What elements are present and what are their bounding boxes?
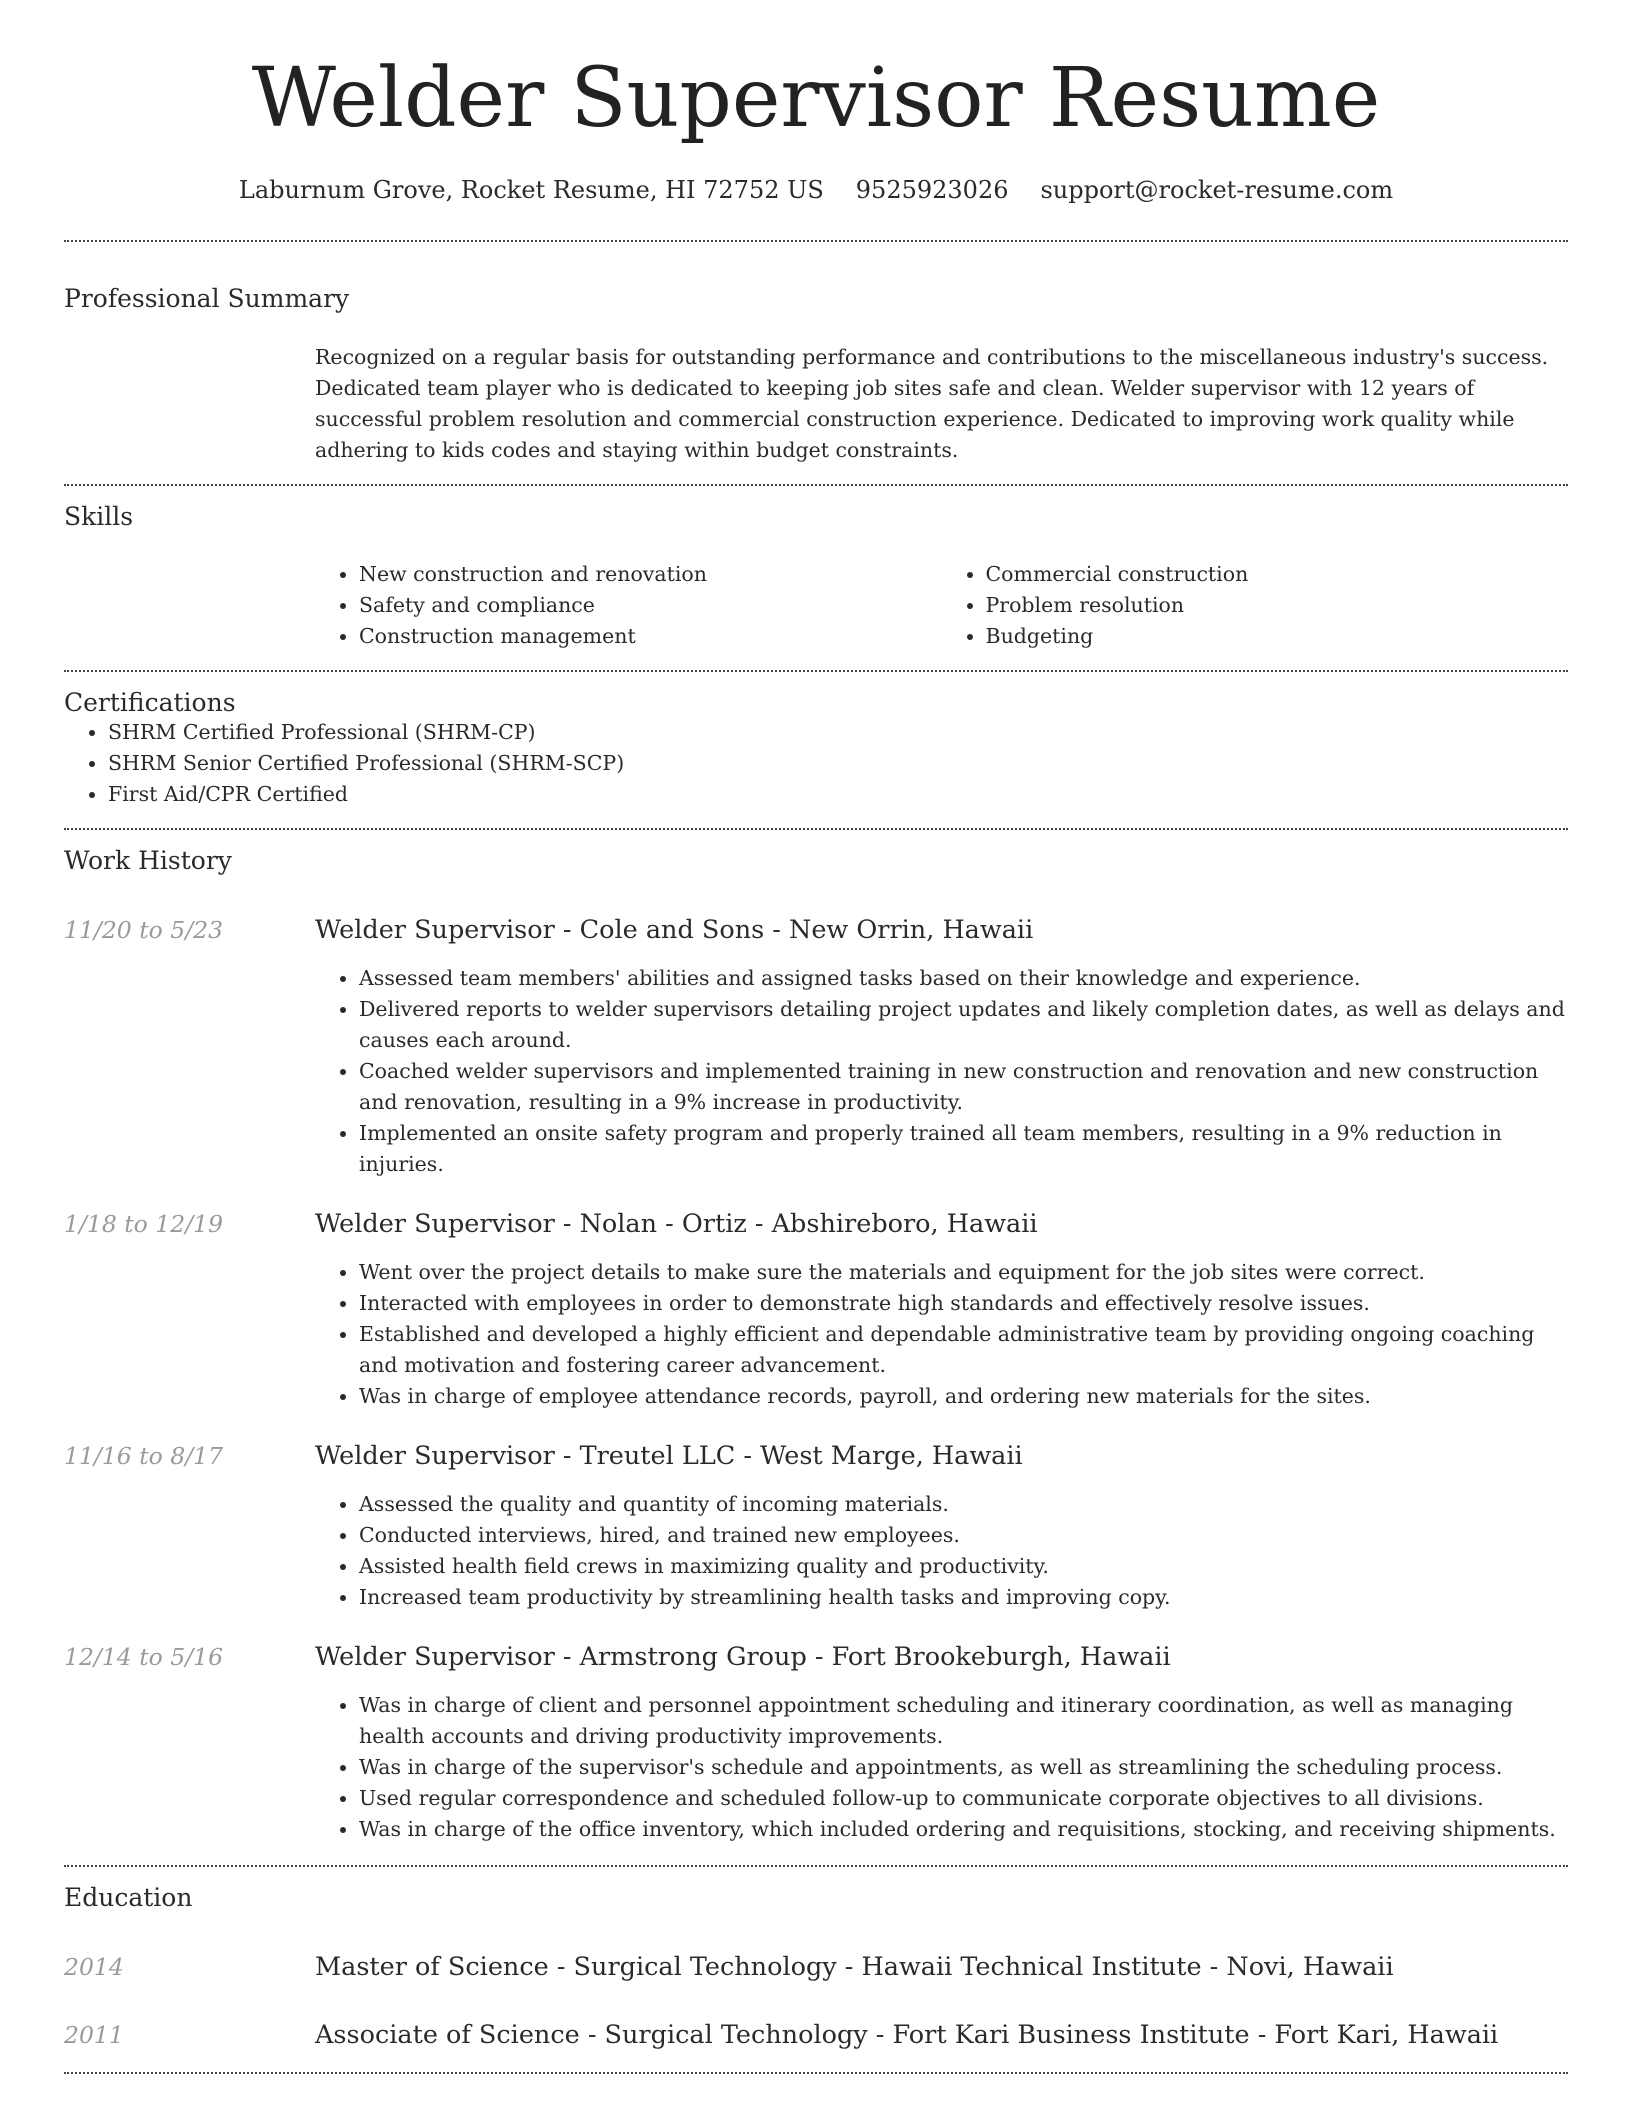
contact-email: support@rocket-resume.com [1040,176,1394,204]
education-section [64,1867,1568,2072]
job-header [64,1441,1568,1471]
job-dates: 11/20 to 5/23 [64,916,224,944]
education-year: 2011 [64,2021,124,2049]
job-title: Welder Supervisor - Treutel LLC - West Marge, Hawaii [315,1441,1023,1471]
contact-phone: 9525923026 [855,176,1009,204]
job-title: Welder Supervisor - Armstrong Group - Fort Brookeburgh, Hawaii [315,1642,1171,1672]
job-dates: 12/14 to 5/16 [64,1643,224,1671]
skill-item: • Commercial construction [986,559,1569,590]
section-heading-certifications: Certifications [64,688,236,717]
education-entry [64,1952,1568,1982]
job-entry [64,1441,1568,1613]
skill-item: • Budgeting [986,621,1569,652]
job-entry [64,1642,1568,1845]
job-bullet: • Used regular correspondence and scheduled follow-up to communicate corporate objectives to all divisions. [359,1783,1568,1814]
certification-item: • SHRM Senior Certified Professional (SHRM-SCP) [108,748,1568,779]
job-bullets [315,1257,1568,1412]
job-bullet: • Interacted with employees in order to demonstrate high standards and effectively resolve issues. [359,1288,1568,1319]
skill-item: • Safety and compliance [359,590,942,621]
job-dates: 1/18 to 12/19 [64,1210,224,1238]
job-bullet: • Assisted health field crews in maximizing quality and productivity. [359,1551,1568,1582]
job-bullet: • Delivered reports to welder supervisors detailing project updates and likely completion dates, as well as delays and causes each around. [359,994,1568,1056]
skills-section [64,486,1568,670]
job-bullets [315,1690,1568,1845]
certifications-list [64,717,1568,810]
job-bullet: • Went over the project details to make sure the materials and equipment for the job sites were correct. [359,1257,1568,1288]
job-bullet: • Implemented an onsite safety program and properly trained all team members, resulting in a 9% reduction in injuries. [359,1118,1568,1180]
job-dates: 11/16 to 8/17 [64,1442,224,1470]
skill-item: • Problem resolution [986,590,1569,621]
job-bullet: • Was in charge of the supervisor's schedule and appointments, as well as streamlining the scheduling process. [359,1752,1568,1783]
work-history-section [64,830,1568,1865]
section-heading-skills: Skills [64,502,134,531]
job-bullet: • Assessed the quality and quantity of incoming materials. [359,1489,1568,1520]
job-entry [64,1209,1568,1412]
section-heading-work: Work History [64,846,232,875]
resume-title: Welder Supervisor Resume [251,51,1381,146]
job-bullet: • Conducted interviews, hired, and trained new employees. [359,1520,1568,1551]
skills-column-right [942,559,1569,652]
education-degree: Associate of Science - Surgical Technology - Fort Kari Business Institute - Fort Kari, Hawaii [315,2020,1499,2050]
education-degree: Master of Science - Surgical Technology - Hawaii Technical Institute - Novi, Hawaii [315,1952,1394,1982]
job-entry [64,915,1568,1180]
certifications-section [64,672,1568,828]
job-title: Welder Supervisor - Nolan - Ortiz - Abshireboro, Hawaii [315,1209,1038,1239]
contact-line [64,176,1568,204]
job-bullet: • Was in charge of employee attendance records, payroll, and ordering new materials for the sites. [359,1381,1568,1412]
skill-item: • Construction management [359,621,942,652]
summary-text: Recognized on a regular basis for outstanding performance and contributions to the miscellaneous industry's success. Dedicated team player who is dedicated to keeping job sites safe and clean. Welder supervisor with 12 years of successful problem resolution and commercial construction experience. Dedicated to improving work quality while adhering to kids codes and staying within budget constraints. [315,345,1549,462]
job-header [64,1209,1568,1239]
section-divider [64,2072,1568,2074]
job-bullets [315,963,1568,1180]
job-bullet: • Established and developed a highly efficient and dependable administrative team by providing ongoing coaching and motivation and fostering career advancement. [359,1319,1568,1381]
job-bullet: • Was in charge of the office inventory, which included ordering and requisitions, stocking, and receiving shipments. [359,1814,1568,1845]
skill-item: • New construction and renovation [359,559,942,590]
skills-grid [315,559,1568,652]
job-bullet: • Assessed team members' abilities and assigned tasks based on their knowledge and experience. [359,963,1568,994]
job-bullet: • Was in charge of client and personnel appointment scheduling and itinerary coordination, as well as managing health accounts and driving productivity improvements. [359,1690,1568,1752]
job-header [64,1642,1568,1672]
education-entry [64,2020,1568,2050]
certification-item: • First Aid/CPR Certified [108,779,1568,810]
job-bullets [315,1489,1568,1613]
summary-section [64,242,1568,484]
skills-column-left [315,559,942,652]
section-heading-summary: Professional Summary [64,284,350,313]
education-year: 2014 [64,1953,124,1981]
job-title: Welder Supervisor - Cole and Sons - New Orrin, Hawaii [315,915,1034,945]
job-header [64,915,1568,945]
certification-item: • SHRM Certified Professional (SHRM-CP) [108,717,1568,748]
contact-address: Laburnum Grove, Rocket Resume, HI 72752 US [238,176,824,204]
job-bullet: • Coached welder supervisors and implemented training in new construction and renovation and new construction and renovation, resulting in a 9% increase in productivity. [359,1056,1568,1118]
section-heading-education: Education [64,1883,193,1912]
job-bullet: • Increased team productivity by streamlining health tasks and improving copy. [359,1582,1568,1613]
